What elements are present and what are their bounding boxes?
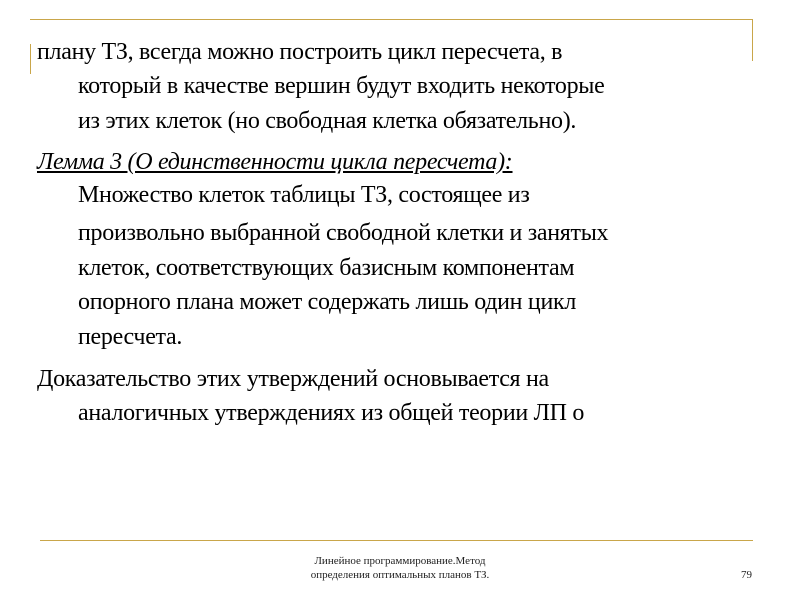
text-line-5: Множество клеток таблицы ТЗ, состоящее из (78, 182, 530, 208)
text-line-7: клеток, соответствующих базисным компонентам (78, 255, 575, 281)
text-line-6: произвольно выбранной свободной клетки и занятых (78, 220, 609, 246)
text-line-9: пересчета. (78, 324, 183, 350)
text-line-11: аналогичных утверждениях из общей теории ЛП о (78, 400, 585, 426)
footer-title-line-1: Линейное программирование.Метод (314, 555, 486, 567)
text-line-8: опорного плана может содержать лишь один цикл (78, 289, 577, 315)
footer-rule (40, 540, 753, 541)
text-line-1: плану ТЗ, всегда можно построить цикл пересчета, в (37, 39, 563, 65)
text-line-2: который в качестве вершин будут входить некоторые (78, 73, 605, 99)
lemma-heading: Лемма 3 (О единственности цикла пересчета): (37, 149, 513, 175)
footer-title (200, 554, 600, 582)
text-line-3: из этих клеток (но свободная клетка обязательно). (78, 108, 577, 134)
page-number: 79 (741, 569, 752, 581)
footer-title-line-2: определения оптимальных планов ТЗ. (310, 569, 490, 581)
text-line-10: Доказательство этих утверждений основывается на (37, 366, 549, 392)
